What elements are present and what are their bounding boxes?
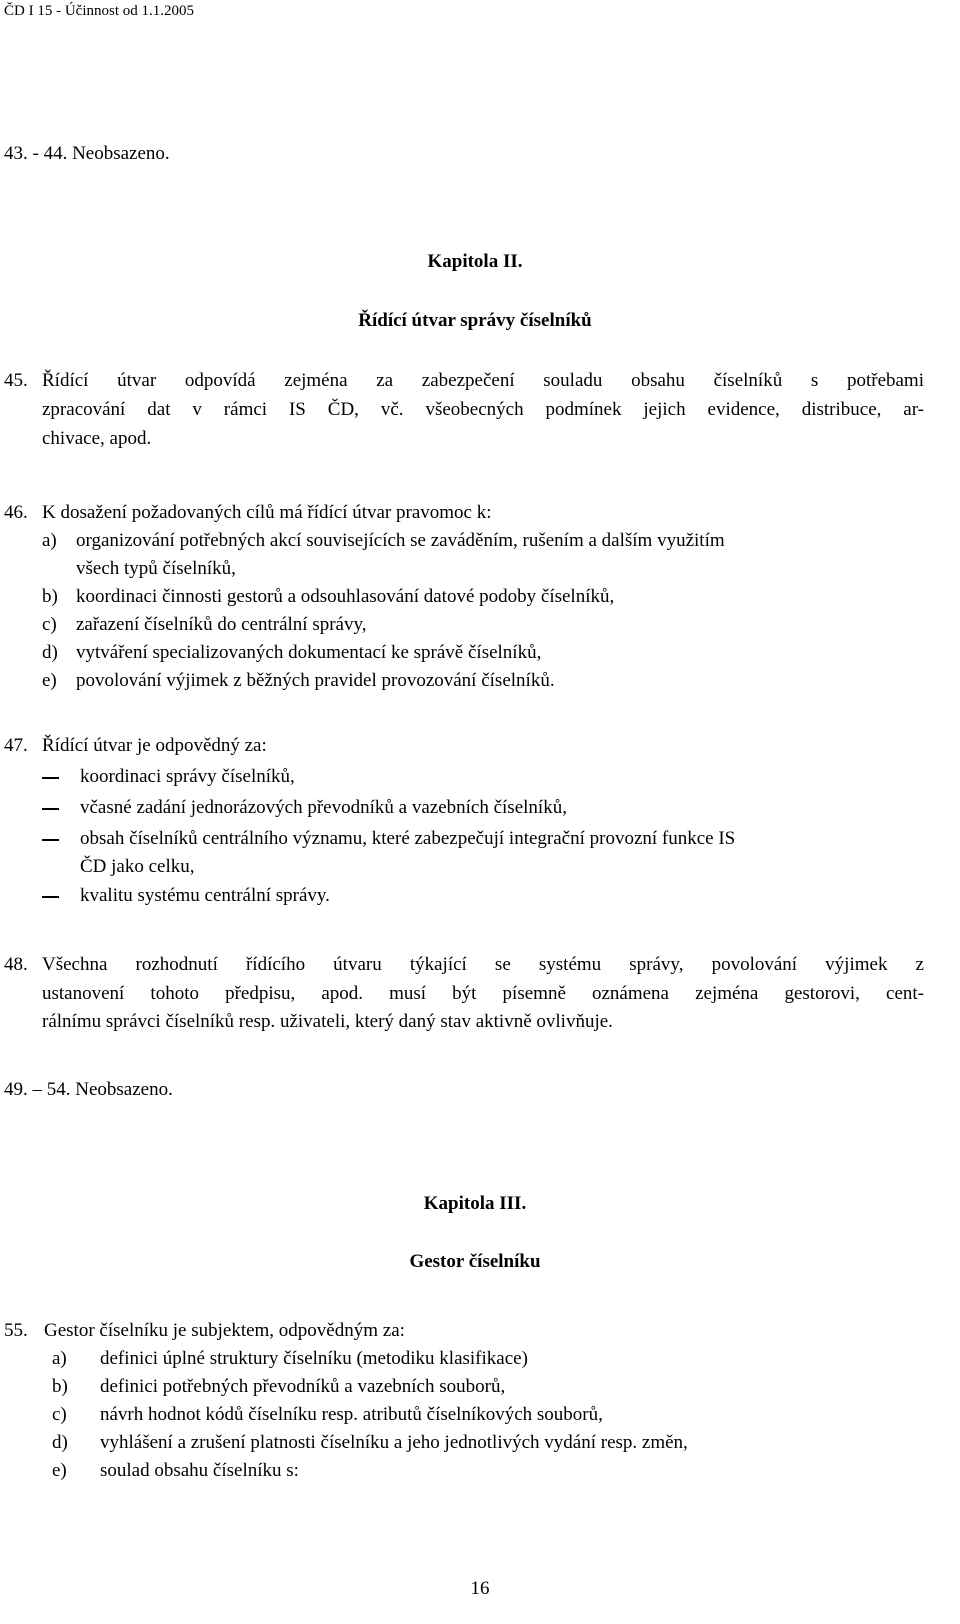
list-text: soulad obsahu číselníku s: <box>100 1460 299 1481</box>
paragraph-number: 48. <box>4 954 28 975</box>
list-text: organizování potřebných akcí souvisejících se zaváděním, rušením a dalším využitím <box>76 530 725 551</box>
section-49-54: 49. – 54. Neobsazeno. <box>4 1079 173 1100</box>
list-label: e) <box>52 1460 67 1481</box>
list-text: koordinaci správy číselníků, <box>80 766 295 787</box>
paragraph-line: Všechna rozhodnutí řídícího útvaru týkající se systému správy, povolování výjimek z <box>42 954 924 975</box>
list-label: d) <box>42 642 58 663</box>
paragraph-intro: Gestor číselníku je subjektem, odpovědným za: <box>44 1320 405 1341</box>
paragraph-number: 46. <box>4 502 28 523</box>
chapter-2-subtitle: Řídící útvar správy číselníků <box>358 310 592 331</box>
list-label: e) <box>42 670 57 691</box>
list-label: b) <box>52 1376 68 1397</box>
paragraph-number: 47. <box>4 735 28 756</box>
list-text-continued: všech typů číselníků, <box>76 558 236 579</box>
dash-bullet-icon <box>42 896 59 898</box>
paragraph-line: chivace, apod. <box>42 428 152 449</box>
list-text-continued: ČD jako celku, <box>80 856 195 877</box>
paragraph-number: 45. <box>4 370 28 391</box>
dash-bullet-icon <box>42 808 59 810</box>
list-text: vytváření specializovaných dokumentací ke správě číselníků, <box>76 642 542 663</box>
chapter-3-title: Kapitola III. <box>423 1193 527 1214</box>
paragraph-line: Řídící útvar odpovídá zejména za zabezpečení souladu obsahu číselníků s potřebami <box>42 370 924 391</box>
dash-bullet-icon <box>42 777 59 779</box>
dash-bullet-icon <box>42 839 59 841</box>
list-text: zařazení číselníků do centrální správy, <box>76 614 367 635</box>
paragraph-line: ustanovení tohoto předpisu, apod. musí být písemně oznámena zejména gestorovi, cent- <box>42 983 924 1004</box>
paragraph-line: zpracování dat v rámci IS ČD, vč. všeobecných podmínek jejich evidence, distribuce, ar- <box>42 399 924 420</box>
list-text: včasné zadání jednorázových převodníků a vazebních číselníků, <box>80 797 567 818</box>
list-label: d) <box>52 1432 68 1453</box>
list-text: obsah číselníků centrálního významu, které zabezpečují integrační provozní funkce IS <box>80 828 736 849</box>
list-text: kvalitu systému centrální správy. <box>80 885 330 906</box>
list-text: návrh hodnot kódů číselníku resp. atributů číselníkových souborů, <box>100 1404 603 1425</box>
paragraph-intro: Řídící útvar je odpovědný za: <box>42 735 267 756</box>
paragraph-intro: K dosažení požadovaných cílů má řídící útvar pravomoc k: <box>42 502 492 523</box>
list-text: koordinaci činnosti gestorů a odsouhlasování datové podoby číselníků, <box>76 586 615 607</box>
chapter-3-subtitle: Gestor číselníku <box>409 1251 541 1272</box>
list-text: vyhlášení a zrušení platnosti číselníku a jeho jednotlivých vydání resp. změn, <box>100 1432 688 1453</box>
list-text: definici úplné struktury číselníku (metodiku klasifikace) <box>100 1348 528 1369</box>
list-text: definici potřebných převodníků a vazebních souborů, <box>100 1376 506 1397</box>
list-label: a) <box>52 1348 67 1369</box>
list-label: b) <box>42 586 58 607</box>
section-43-44: 43. - 44. Neobsazeno. <box>4 143 170 164</box>
list-label: c) <box>52 1404 67 1425</box>
paragraph-number: 55. <box>4 1320 28 1341</box>
list-label: c) <box>42 614 57 635</box>
chapter-2-title: Kapitola II. <box>427 251 523 272</box>
paragraph-line: rálnímu správci číselníků resp. uživateli, který daný stav aktivně ovlivňuje. <box>42 1011 613 1032</box>
list-text: povolování výjimek z běžných pravidel provozování číselníků. <box>76 670 555 691</box>
list-label: a) <box>42 530 57 551</box>
page-number: 16 <box>470 1578 490 1599</box>
page-header: ČD I 15 - Účinnost od 1.1.2005 <box>4 3 194 19</box>
